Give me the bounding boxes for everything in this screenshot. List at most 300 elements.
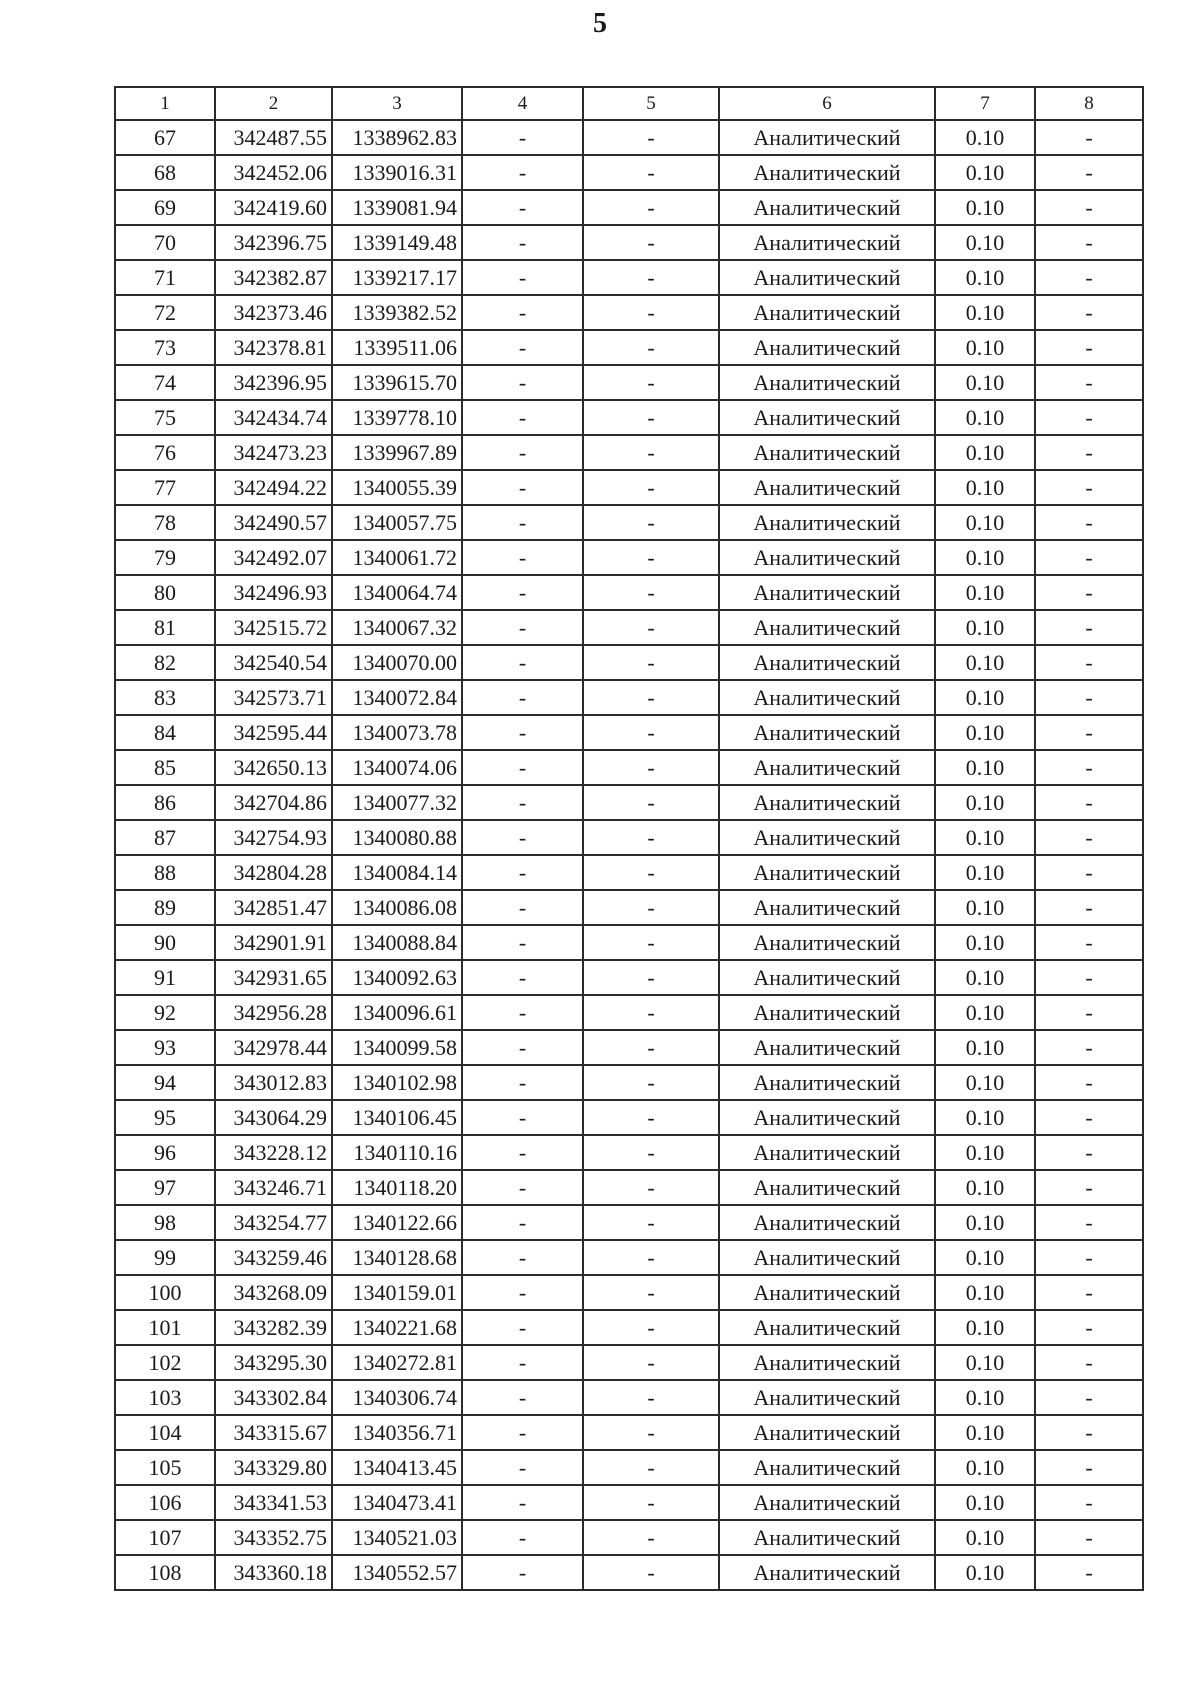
- accuracy-cell: 0.10: [935, 960, 1035, 995]
- column-5-cell: -: [583, 260, 719, 295]
- column-4-cell: -: [462, 1415, 583, 1450]
- method-cell: Аналитический: [719, 1485, 935, 1520]
- column-8-cell: -: [1035, 190, 1143, 225]
- table-row: [115, 610, 1143, 645]
- method-cell: Аналитический: [719, 855, 935, 890]
- method-cell: Аналитический: [719, 260, 935, 295]
- x-coordinate-cell: 342419.60: [215, 190, 332, 225]
- column-8-cell: -: [1035, 1170, 1143, 1205]
- method-cell: Аналитический: [719, 155, 935, 190]
- point-number-cell: 104: [115, 1415, 215, 1450]
- accuracy-cell: 0.10: [935, 435, 1035, 470]
- table-body: [115, 120, 1143, 1590]
- accuracy-cell: 0.10: [935, 1450, 1035, 1485]
- x-coordinate-cell: 343329.80: [215, 1450, 332, 1485]
- y-coordinate-cell: 1339778.10: [332, 400, 462, 435]
- y-coordinate-cell: 1340084.14: [332, 855, 462, 890]
- table-row: [115, 1275, 1143, 1310]
- column-5-cell: -: [583, 1345, 719, 1380]
- column-4-cell: -: [462, 960, 583, 995]
- accuracy-cell: 0.10: [935, 260, 1035, 295]
- column-4-cell: -: [462, 1205, 583, 1240]
- x-coordinate-cell: 342650.13: [215, 750, 332, 785]
- column-4-cell: -: [462, 505, 583, 540]
- column-4-cell: -: [462, 330, 583, 365]
- y-coordinate-cell: 1340092.63: [332, 960, 462, 995]
- y-coordinate-cell: 1340099.58: [332, 1030, 462, 1065]
- column-4-cell: -: [462, 155, 583, 190]
- x-coordinate-cell: 342452.06: [215, 155, 332, 190]
- column-8-cell: -: [1035, 365, 1143, 400]
- accuracy-cell: 0.10: [935, 1135, 1035, 1170]
- column-5-cell: -: [583, 1415, 719, 1450]
- table-row: [115, 435, 1143, 470]
- x-coordinate-cell: 343246.71: [215, 1170, 332, 1205]
- accuracy-cell: 0.10: [935, 1100, 1035, 1135]
- column-4-cell: -: [462, 1380, 583, 1415]
- y-coordinate-cell: 1340074.06: [332, 750, 462, 785]
- y-coordinate-cell: 1340064.74: [332, 575, 462, 610]
- column-8-cell: -: [1035, 120, 1143, 155]
- table-row: [115, 645, 1143, 680]
- column-4-cell: -: [462, 995, 583, 1030]
- accuracy-cell: 0.10: [935, 645, 1035, 680]
- y-coordinate-cell: 1339217.17: [332, 260, 462, 295]
- accuracy-cell: 0.10: [935, 190, 1035, 225]
- x-coordinate-cell: 342931.65: [215, 960, 332, 995]
- table-row: [115, 470, 1143, 505]
- x-coordinate-cell: 343282.39: [215, 1310, 332, 1345]
- column-8-cell: -: [1035, 995, 1143, 1030]
- method-cell: Аналитический: [719, 645, 935, 680]
- column-4-cell: -: [462, 1170, 583, 1205]
- column-5-cell: -: [583, 890, 719, 925]
- column-4-cell: -: [462, 295, 583, 330]
- accuracy-cell: 0.10: [935, 1170, 1035, 1205]
- y-coordinate-cell: 1340128.68: [332, 1240, 462, 1275]
- point-number-cell: 77: [115, 470, 215, 505]
- column-4-cell: -: [462, 225, 583, 260]
- table-row: [115, 960, 1143, 995]
- point-number-cell: 90: [115, 925, 215, 960]
- column-8-cell: -: [1035, 680, 1143, 715]
- table-row: [115, 1065, 1143, 1100]
- method-cell: Аналитический: [719, 1415, 935, 1450]
- column-4-cell: -: [462, 855, 583, 890]
- table-row: [115, 1555, 1143, 1590]
- y-coordinate-cell: 1340070.00: [332, 645, 462, 680]
- column-4-cell: -: [462, 1135, 583, 1170]
- column-4-cell: -: [462, 1450, 583, 1485]
- point-number-cell: 107: [115, 1520, 215, 1555]
- point-number-cell: 82: [115, 645, 215, 680]
- accuracy-cell: 0.10: [935, 1380, 1035, 1415]
- method-cell: Аналитический: [719, 925, 935, 960]
- y-coordinate-cell: 1340552.57: [332, 1555, 462, 1590]
- accuracy-cell: 0.10: [935, 785, 1035, 820]
- column-4-cell: -: [462, 540, 583, 575]
- column-4-cell: -: [462, 1485, 583, 1520]
- method-cell: Аналитический: [719, 1065, 935, 1100]
- method-cell: Аналитический: [719, 470, 935, 505]
- point-number-cell: 67: [115, 120, 215, 155]
- table-row: [115, 1520, 1143, 1555]
- column-4-cell: -: [462, 645, 583, 680]
- x-coordinate-cell: 343360.18: [215, 1555, 332, 1590]
- method-cell: Аналитический: [719, 190, 935, 225]
- method-cell: Аналитический: [719, 540, 935, 575]
- x-coordinate-cell: 342492.07: [215, 540, 332, 575]
- column-5-cell: -: [583, 1205, 719, 1240]
- column-8-cell: -: [1035, 260, 1143, 295]
- column-5-cell: -: [583, 435, 719, 470]
- column-8-cell: -: [1035, 505, 1143, 540]
- point-number-cell: 89: [115, 890, 215, 925]
- method-cell: Аналитический: [719, 890, 935, 925]
- y-coordinate-cell: 1340080.88: [332, 820, 462, 855]
- method-cell: Аналитический: [719, 225, 935, 260]
- column-8-cell: -: [1035, 295, 1143, 330]
- point-number-cell: 95: [115, 1100, 215, 1135]
- point-number-cell: 84: [115, 715, 215, 750]
- method-cell: Аналитический: [719, 1450, 935, 1485]
- accuracy-cell: 0.10: [935, 120, 1035, 155]
- column-8-cell: -: [1035, 1310, 1143, 1345]
- column-header: 7: [935, 87, 1035, 120]
- method-cell: Аналитический: [719, 1555, 935, 1590]
- column-8-cell: -: [1035, 890, 1143, 925]
- point-number-cell: 88: [115, 855, 215, 890]
- column-4-cell: -: [462, 120, 583, 155]
- point-number-cell: 74: [115, 365, 215, 400]
- y-coordinate-cell: 1340473.41: [332, 1485, 462, 1520]
- point-number-cell: 70: [115, 225, 215, 260]
- column-5-cell: -: [583, 995, 719, 1030]
- column-4-cell: -: [462, 365, 583, 400]
- y-coordinate-cell: 1340272.81: [332, 1345, 462, 1380]
- method-cell: Аналитический: [719, 750, 935, 785]
- table-row: [115, 1310, 1143, 1345]
- column-8-cell: -: [1035, 1100, 1143, 1135]
- column-8-cell: -: [1035, 1345, 1143, 1380]
- x-coordinate-cell: 343295.30: [215, 1345, 332, 1380]
- column-8-cell: -: [1035, 750, 1143, 785]
- method-cell: Аналитический: [719, 330, 935, 365]
- table-row: [115, 330, 1143, 365]
- x-coordinate-cell: 342704.86: [215, 785, 332, 820]
- column-8-cell: -: [1035, 225, 1143, 260]
- column-4-cell: -: [462, 575, 583, 610]
- column-header: 8: [1035, 87, 1143, 120]
- y-coordinate-cell: 1340057.75: [332, 505, 462, 540]
- column-8-cell: -: [1035, 1275, 1143, 1310]
- x-coordinate-cell: 342434.74: [215, 400, 332, 435]
- method-cell: Аналитический: [719, 960, 935, 995]
- column-5-cell: -: [583, 505, 719, 540]
- column-5-cell: -: [583, 1310, 719, 1345]
- point-number-cell: 92: [115, 995, 215, 1030]
- method-cell: Аналитический: [719, 680, 935, 715]
- column-8-cell: -: [1035, 1065, 1143, 1100]
- column-5-cell: -: [583, 120, 719, 155]
- accuracy-cell: 0.10: [935, 890, 1035, 925]
- point-number-cell: 102: [115, 1345, 215, 1380]
- point-number-cell: 93: [115, 1030, 215, 1065]
- table-row: [115, 995, 1143, 1030]
- point-number-cell: 108: [115, 1555, 215, 1590]
- y-coordinate-cell: 1339016.31: [332, 155, 462, 190]
- column-4-cell: -: [462, 470, 583, 505]
- column-8-cell: -: [1035, 855, 1143, 890]
- y-coordinate-cell: 1340061.72: [332, 540, 462, 575]
- point-number-cell: 96: [115, 1135, 215, 1170]
- column-5-cell: -: [583, 1275, 719, 1310]
- column-8-cell: -: [1035, 925, 1143, 960]
- column-4-cell: -: [462, 1065, 583, 1100]
- column-5-cell: -: [583, 225, 719, 260]
- column-header: 4: [462, 87, 583, 120]
- table-row: [115, 400, 1143, 435]
- y-coordinate-cell: 1339149.48: [332, 225, 462, 260]
- column-4-cell: -: [462, 400, 583, 435]
- x-coordinate-cell: 342851.47: [215, 890, 332, 925]
- accuracy-cell: 0.10: [935, 540, 1035, 575]
- accuracy-cell: 0.10: [935, 1065, 1035, 1100]
- point-number-cell: 86: [115, 785, 215, 820]
- column-8-cell: -: [1035, 715, 1143, 750]
- x-coordinate-cell: 343352.75: [215, 1520, 332, 1555]
- column-8-cell: -: [1035, 155, 1143, 190]
- point-number-cell: 85: [115, 750, 215, 785]
- method-cell: Аналитический: [719, 1310, 935, 1345]
- table-row: [115, 575, 1143, 610]
- point-number-cell: 69: [115, 190, 215, 225]
- accuracy-cell: 0.10: [935, 155, 1035, 190]
- x-coordinate-cell: 342595.44: [215, 715, 332, 750]
- method-cell: Аналитический: [719, 365, 935, 400]
- table-row: [115, 890, 1143, 925]
- column-5-cell: -: [583, 750, 719, 785]
- y-coordinate-cell: 1340122.66: [332, 1205, 462, 1240]
- x-coordinate-cell: 343315.67: [215, 1415, 332, 1450]
- column-5-cell: -: [583, 925, 719, 960]
- accuracy-cell: 0.10: [935, 820, 1035, 855]
- column-5-cell: -: [583, 575, 719, 610]
- y-coordinate-cell: 1338962.83: [332, 120, 462, 155]
- point-number-cell: 105: [115, 1450, 215, 1485]
- column-4-cell: -: [462, 1240, 583, 1275]
- column-4-cell: -: [462, 1520, 583, 1555]
- column-4-cell: -: [462, 890, 583, 925]
- column-4-cell: -: [462, 435, 583, 470]
- point-number-cell: 87: [115, 820, 215, 855]
- column-5-cell: -: [583, 1380, 719, 1415]
- method-cell: Аналитический: [719, 1030, 935, 1065]
- point-number-cell: 97: [115, 1170, 215, 1205]
- table-row: [115, 365, 1143, 400]
- column-4-cell: -: [462, 190, 583, 225]
- y-coordinate-cell: 1339967.89: [332, 435, 462, 470]
- column-header: 1: [115, 87, 215, 120]
- column-5-cell: -: [583, 295, 719, 330]
- table-row: [115, 925, 1143, 960]
- column-8-cell: -: [1035, 820, 1143, 855]
- table-row: [115, 750, 1143, 785]
- x-coordinate-cell: 343254.77: [215, 1205, 332, 1240]
- column-5-cell: -: [583, 610, 719, 645]
- point-number-cell: 72: [115, 295, 215, 330]
- column-8-cell: -: [1035, 1380, 1143, 1415]
- table-row: [115, 1240, 1143, 1275]
- column-5-cell: -: [583, 540, 719, 575]
- accuracy-cell: 0.10: [935, 680, 1035, 715]
- point-number-cell: 75: [115, 400, 215, 435]
- point-number-cell: 76: [115, 435, 215, 470]
- accuracy-cell: 0.10: [935, 1555, 1035, 1590]
- column-5-cell: -: [583, 400, 719, 435]
- column-8-cell: -: [1035, 785, 1143, 820]
- y-coordinate-cell: 1339382.52: [332, 295, 462, 330]
- x-coordinate-cell: 343012.83: [215, 1065, 332, 1100]
- table-row: [115, 855, 1143, 890]
- method-cell: Аналитический: [719, 1135, 935, 1170]
- x-coordinate-cell: 343341.53: [215, 1485, 332, 1520]
- y-coordinate-cell: 1340088.84: [332, 925, 462, 960]
- method-cell: Аналитический: [719, 1205, 935, 1240]
- y-coordinate-cell: 1340306.74: [332, 1380, 462, 1415]
- accuracy-cell: 0.10: [935, 1520, 1035, 1555]
- method-cell: Аналитический: [719, 995, 935, 1030]
- accuracy-cell: 0.10: [935, 1240, 1035, 1275]
- y-coordinate-cell: 1340096.61: [332, 995, 462, 1030]
- column-4-cell: -: [462, 925, 583, 960]
- column-8-cell: -: [1035, 610, 1143, 645]
- y-coordinate-cell: 1340413.45: [332, 1450, 462, 1485]
- column-4-cell: -: [462, 785, 583, 820]
- x-coordinate-cell: 342978.44: [215, 1030, 332, 1065]
- table-row: [115, 540, 1143, 575]
- y-coordinate-cell: 1339081.94: [332, 190, 462, 225]
- x-coordinate-cell: 342901.91: [215, 925, 332, 960]
- table-row: [115, 680, 1143, 715]
- column-5-cell: -: [583, 190, 719, 225]
- column-header: 5: [583, 87, 719, 120]
- x-coordinate-cell: 342754.93: [215, 820, 332, 855]
- x-coordinate-cell: 342378.81: [215, 330, 332, 365]
- table-row: [115, 1380, 1143, 1415]
- table-row: [115, 1170, 1143, 1205]
- point-number-cell: 79: [115, 540, 215, 575]
- accuracy-cell: 0.10: [935, 925, 1035, 960]
- column-5-cell: -: [583, 1170, 719, 1205]
- column-8-cell: -: [1035, 1240, 1143, 1275]
- accuracy-cell: 0.10: [935, 1205, 1035, 1240]
- x-coordinate-cell: 342494.22: [215, 470, 332, 505]
- method-cell: Аналитический: [719, 1380, 935, 1415]
- column-8-cell: -: [1035, 1030, 1143, 1065]
- table-row: [115, 1135, 1143, 1170]
- method-cell: Аналитический: [719, 610, 935, 645]
- accuracy-cell: 0.10: [935, 1310, 1035, 1345]
- y-coordinate-cell: 1340159.01: [332, 1275, 462, 1310]
- y-coordinate-cell: 1340067.32: [332, 610, 462, 645]
- column-8-cell: -: [1035, 1415, 1143, 1450]
- method-cell: Аналитический: [719, 295, 935, 330]
- x-coordinate-cell: 342373.46: [215, 295, 332, 330]
- column-5-cell: -: [583, 715, 719, 750]
- column-8-cell: -: [1035, 330, 1143, 365]
- point-number-cell: 94: [115, 1065, 215, 1100]
- column-4-cell: -: [462, 1310, 583, 1345]
- column-8-cell: -: [1035, 1450, 1143, 1485]
- column-8-cell: -: [1035, 960, 1143, 995]
- point-number-cell: 100: [115, 1275, 215, 1310]
- column-header: 3: [332, 87, 462, 120]
- coordinates-table: [114, 86, 1144, 1591]
- column-5-cell: -: [583, 1030, 719, 1065]
- column-5-cell: -: [583, 1135, 719, 1170]
- column-5-cell: -: [583, 820, 719, 855]
- column-5-cell: -: [583, 680, 719, 715]
- accuracy-cell: 0.10: [935, 1415, 1035, 1450]
- column-5-cell: -: [583, 1450, 719, 1485]
- table-row: [115, 1205, 1143, 1240]
- column-header: 6: [719, 87, 935, 120]
- column-8-cell: -: [1035, 645, 1143, 680]
- x-coordinate-cell: 343228.12: [215, 1135, 332, 1170]
- point-number-cell: 83: [115, 680, 215, 715]
- point-number-cell: 98: [115, 1205, 215, 1240]
- method-cell: Аналитический: [719, 400, 935, 435]
- table-row: [115, 715, 1143, 750]
- table-row: [115, 120, 1143, 155]
- column-4-cell: -: [462, 1275, 583, 1310]
- column-8-cell: -: [1035, 435, 1143, 470]
- accuracy-cell: 0.10: [935, 715, 1035, 750]
- table-row: [115, 1450, 1143, 1485]
- column-5-cell: -: [583, 645, 719, 680]
- column-5-cell: -: [583, 330, 719, 365]
- y-coordinate-cell: 1340356.71: [332, 1415, 462, 1450]
- accuracy-cell: 0.10: [935, 505, 1035, 540]
- method-cell: Аналитический: [719, 1170, 935, 1205]
- point-number-cell: 81: [115, 610, 215, 645]
- y-coordinate-cell: 1340073.78: [332, 715, 462, 750]
- page-number: 5: [593, 8, 607, 39]
- column-4-cell: -: [462, 750, 583, 785]
- method-cell: Аналитический: [719, 785, 935, 820]
- column-4-cell: -: [462, 1030, 583, 1065]
- column-5-cell: -: [583, 1520, 719, 1555]
- method-cell: Аналитический: [719, 715, 935, 750]
- x-coordinate-cell: 342382.87: [215, 260, 332, 295]
- method-cell: Аналитический: [719, 820, 935, 855]
- x-coordinate-cell: 343268.09: [215, 1275, 332, 1310]
- point-number-cell: 91: [115, 960, 215, 995]
- method-cell: Аналитический: [719, 120, 935, 155]
- table-row: [115, 155, 1143, 190]
- column-4-cell: -: [462, 680, 583, 715]
- x-coordinate-cell: 342490.57: [215, 505, 332, 540]
- y-coordinate-cell: 1340221.68: [332, 1310, 462, 1345]
- accuracy-cell: 0.10: [935, 610, 1035, 645]
- column-5-cell: -: [583, 960, 719, 995]
- y-coordinate-cell: 1340118.20: [332, 1170, 462, 1205]
- x-coordinate-cell: 342956.28: [215, 995, 332, 1030]
- x-coordinate-cell: 342396.95: [215, 365, 332, 400]
- column-4-cell: -: [462, 715, 583, 750]
- x-coordinate-cell: 342804.28: [215, 855, 332, 890]
